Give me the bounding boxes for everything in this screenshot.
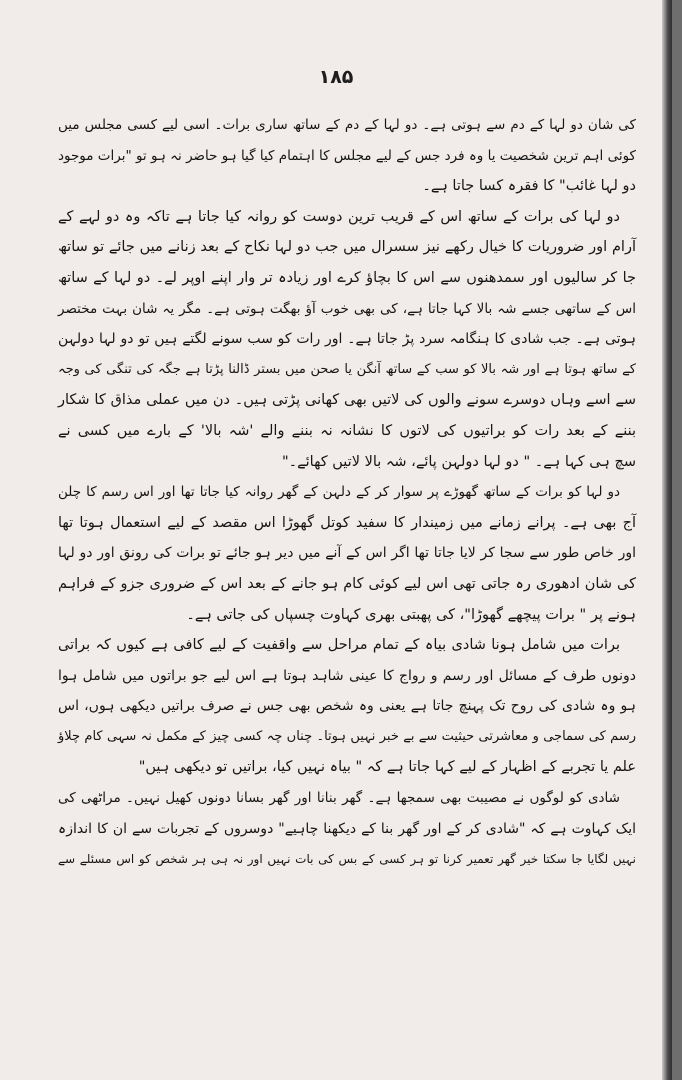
text-line: ایک کہاوت ہے کہ "شادی کر کے اور گھر بنا کے دیکھنا چاہیے" دوسروں کے تجربات سے ان کا اندازہ xyxy=(58,820,636,837)
text-line: دو لہا غائب" کا فقرہ کسا جاتا ہے۔ xyxy=(422,178,636,195)
text-line: کے ساتھ ہوتا ہے اور شہ بالا کو سب کے ساتھ آنگن یا صحن میں بستر ڈالنا پڑتا ہے جگہ کی تنگی کی وجہ xyxy=(58,361,636,377)
text-line: دو لہا کو برات کے ساتھ گھوڑے پر سوار کر کے دلہن کے گھر روانہ کیا جاتا تھا اور اس رسم کا چلن xyxy=(58,484,620,501)
text-line: دونوں طرف کے مسائل اور رسم و رواج کا عینی شاہد ہوتا ہے اس لیے جو براتوں میں شامل ہوا xyxy=(58,667,636,684)
text-line: آج بھی ہے۔ پرانے زمانے میں زمیندار کا سفید کوتل گھوڑا اس مقصد کے لیے استعمال ہوتا تھا xyxy=(58,514,636,531)
text-line: آرام اور ضروریات کا خیال رکھے نیز سسرال میں جب دو لہا نکاح کے بعد زنانے میں جائے تو ساتھ xyxy=(58,239,636,256)
page-number: ۱۸۵ xyxy=(318,66,354,88)
text-line: کی شان دو لہا کے دم سے ہوتی ہے۔ دو لہا کے دم کے ساتھ ساری برات۔ اسی لیے کسی مجلس میں xyxy=(58,117,636,133)
text-line: رسم کی سماجی و معاشرتی حیثیت سے بے خبر نہیں ہوتا۔ چناں چہ کسی چیز کے مکمل نہ سہی کام چلاؤ xyxy=(58,728,636,744)
body-text xyxy=(58,110,636,875)
text-line: دو لہا کی برات کے ساتھ اس کے قریب ترین دوست کو روانہ کیا جاتا ہے تاکہ وہ دو لہے کے xyxy=(58,208,620,225)
text-line: علم یا تجربے کے اظہار کے لیے کہا جاتا ہے کہ " بیاہ نہیں کیا، براتیں تو دیکھی ہیں" xyxy=(138,759,636,776)
text-line: جا کر سالیوں اور سمدھنوں سے اس کا بچاؤ کرے اور زیادہ تر وار اپنے اوپر لے۔ دو لہا کے ساتھ xyxy=(58,269,636,286)
text-line: کی شان ادھوری رہ جاتی تھی اس لیے کوئی کام ہو جانے کے بعد اس کے ضروری جزو کے فراہم xyxy=(58,575,636,592)
text-line: شادی کو لوگوں نے مصیبت بھی سمجھا ہے۔ گھر بنانا اور گھر بسانا دونوں کھیل نہیں۔ مراٹھی کی xyxy=(58,790,620,807)
text-line: اس کے ساتھی جسے شہ بالا کہا جاتا ہے، کی بھی خوب آؤ بھگت ہوتی ہے۔ مگر یہ شان بہت مختصر xyxy=(58,300,636,317)
text-line: کوئی اہم ترین شخصیت یا وہ فرد جس کے لیے مجلس کا اہتمام کیا گیا ہو حاضر نہ ہو تو "برات موجود xyxy=(57,147,636,164)
text-line: برات میں شامل ہونا شادی بیاہ کے تمام مراحل سے واقفیت کے لیے کافی ہے کیوں کہ براتی xyxy=(58,637,620,654)
text-line: بننے کے بعد رات کو براتیوں کی لاتوں کا نشانہ نہ بننے والے 'شہ بالا' کے بارے میں کسی نے xyxy=(58,422,636,439)
text-line: اور خاص طور سے سجا کر لایا جاتا تھا اگر اس کے آنے میں دیر ہو جائے تو برات کی رونق اور دو لہا xyxy=(58,545,636,562)
text-line: ہوتی ہے۔ جب شادی کا ہنگامہ سرد پڑ جاتا ہے۔ اور رات کو سب سونے لگتے ہیں تو دو لہا دولہن xyxy=(58,331,636,348)
text-line: ہو وہ شادی کی روح تک پہنچ جاتا ہے یعنی وہ شخص بھی جس نے صرف براتیں دیکھی ہوں، اس xyxy=(58,698,636,715)
text-line: نہیں لگایا جا سکتا خیر گھر تعمیر کرنا تو ہر کسی کے بس کی بات نہیں اور نہ ہی ہر شخص کو اس مسئلے سے xyxy=(58,852,636,867)
text-line: سچ ہی کہا ہے۔ " دو لہا دولہن پائے، شہ بالا لاتیں کھائے۔" xyxy=(281,453,636,470)
text-line: سے اسے وہاں دوسرے سونے والوں کی لاتیں بھی کھانی پڑتی ہیں۔ دن میں عملی مذاق کا شکار xyxy=(58,392,636,409)
text-line: ہونے پر " برات پیچھے گھوڑا"، کی پھبتی بھری کہاوت چسپاں کی جاتی ہے۔ xyxy=(186,606,636,623)
binding-edge xyxy=(662,0,672,1080)
